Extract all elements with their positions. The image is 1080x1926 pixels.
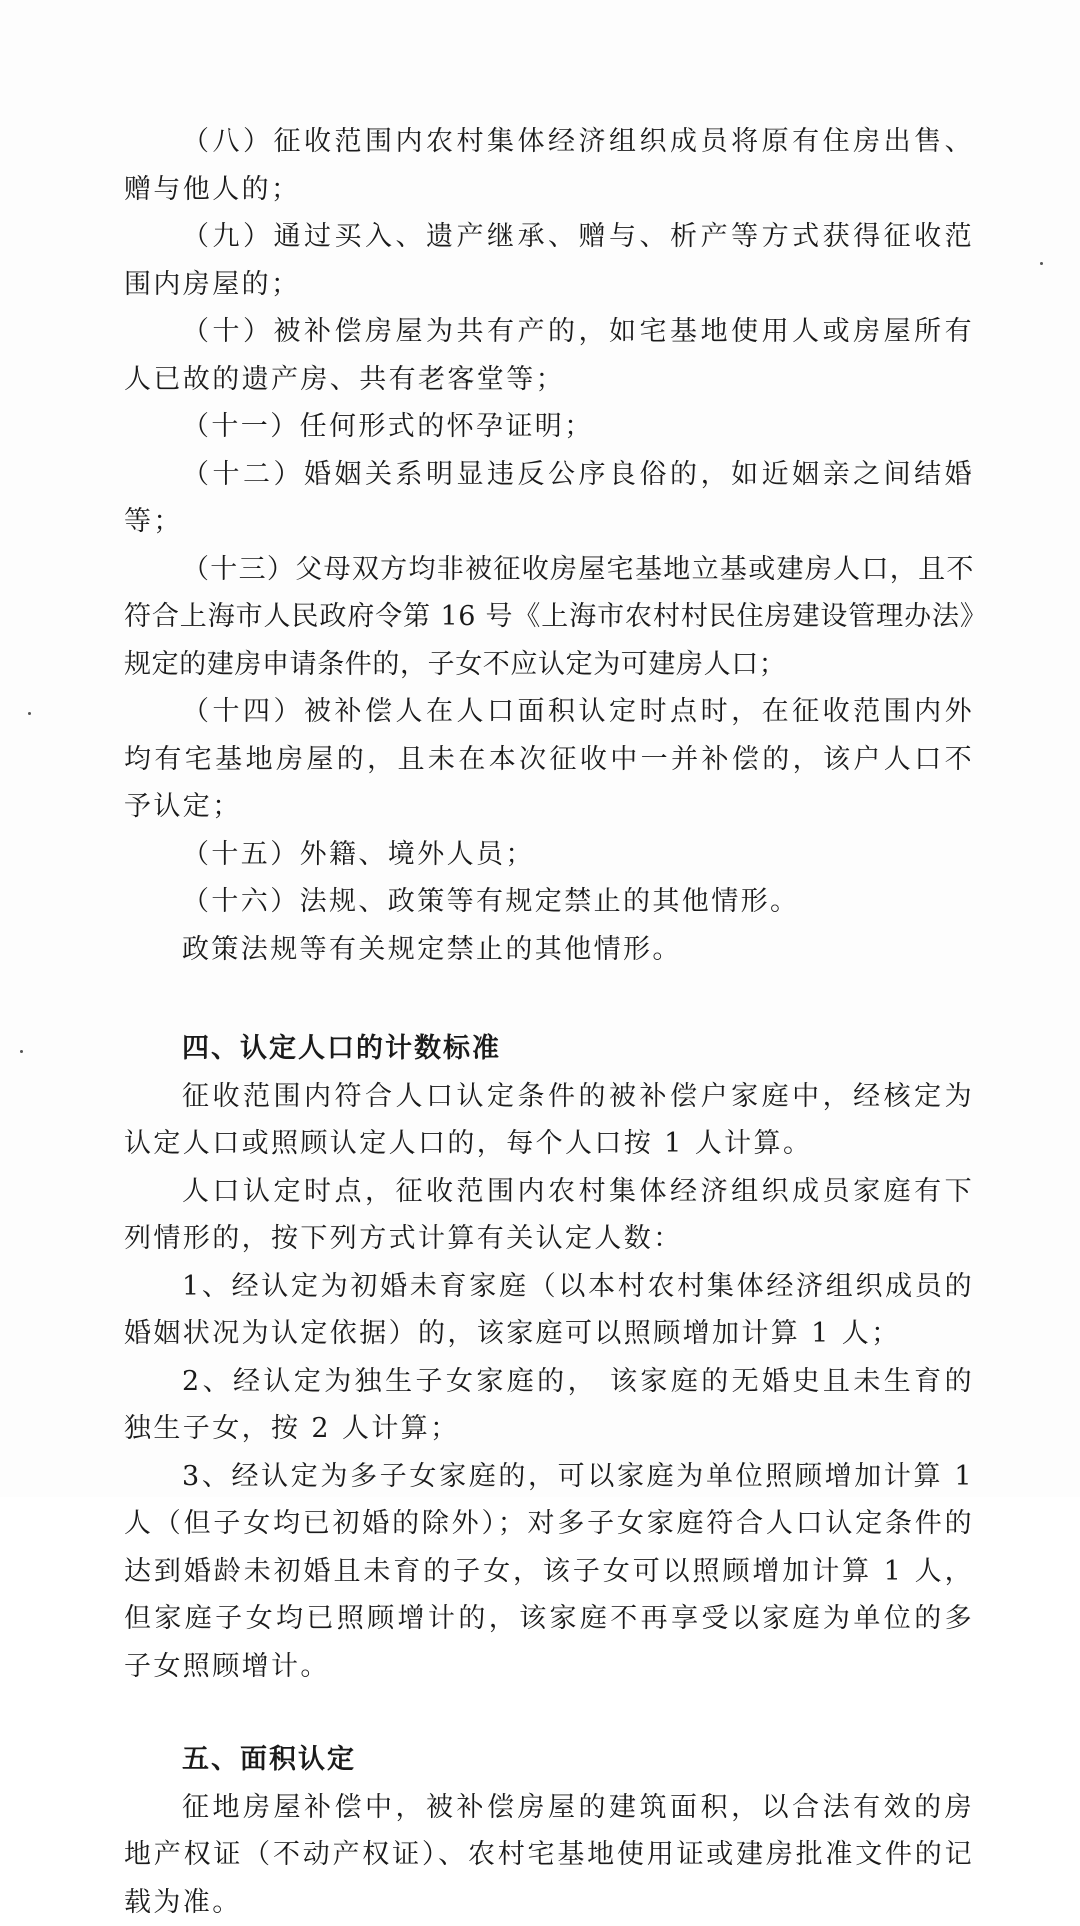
body-paragraph: 征地房屋补偿中，被补偿房屋的建筑面积，以合法有效的房地产权证（不动产权证）、农村宅基地使用证或建房批准文件的记载为准。 [124, 1784, 974, 1926]
section-heading: 五、面积认定 [124, 1736, 974, 1784]
list-item: （十四）被补偿人在人口面积认定时点时，在征收范围内外均有宅基地房屋的，且未在本次征收中一并补偿的，该户人口不予认定； [124, 688, 974, 831]
spacer [124, 1690, 974, 1736]
list-item: （八）征收范围内农村集体经济组织成员将原有住房出售、赠与他人的； [124, 118, 974, 213]
list-item: （十三）父母双方均非被征收房屋宅基地立基或建房人口，且不符合上海市人民政府令第 16 号《上海市农村村民住房建设管理办法》规定的建房申请条件的，子女不应认定为可建房人口； [124, 546, 974, 689]
body-paragraph: 征收范围内符合人口认定条件的被补偿户家庭中，经核定为认定人口或照顾认定人口的，每个人口按 1 人计算。 [124, 1073, 974, 1168]
scan-speck [1040, 262, 1043, 265]
body-paragraph: 2、经认定为独生子女家庭的， 该家庭的无婚史且未生育的独生子女，按 2 人计算； [124, 1358, 974, 1453]
list-item: （十一）任何形式的怀孕证明； [124, 403, 974, 451]
section-heading: 四、认定人口的计数标准 [124, 1025, 974, 1073]
list-item: （十六）法规、政策等有规定禁止的其他情形。 [124, 878, 974, 926]
list-item: （九）通过买入、遗产继承、赠与、析产等方式获得征收范围内房屋的； [124, 213, 974, 308]
closing-paragraph: 政策法规等有关规定禁止的其他情形。 [124, 926, 974, 974]
body-paragraph: 人口认定时点，征收范围内农村集体经济组织成员家庭有下列情形的，按下列方式计算有关认定人数： [124, 1168, 974, 1263]
scan-speck [20, 1050, 23, 1053]
body-paragraph: 3、经认定为多子女家庭的，可以家庭为单位照顾增加计算 1 人（但子女均已初婚的除外）；对多子女家庭符合人口认定条件的达到婚龄未初婚且未育的子女，该子女可以照顾增加计算 1 人，但家庭子女均已照顾增计的，该家庭不再享受以家庭为单位的多子女照顾增计。 [124, 1453, 974, 1691]
list-item: （十五）外籍、境外人员； [124, 831, 974, 879]
body-paragraph: 1、经认定为初婚未育家庭（以本村农村集体经济组织成员的婚姻状况为认定依据）的，该家庭可以照顾增加计算 1 人； [124, 1263, 974, 1358]
list-item: （十二）婚姻关系明显违反公序良俗的，如近姻亲之间结婚等； [124, 451, 974, 546]
scan-speck [28, 712, 31, 715]
document-body [124, 118, 974, 1926]
list-item: （十）被补偿房屋为共有产的，如宅基地使用人或房屋所有人已故的遗产房、共有老客堂等； [124, 308, 974, 403]
spacer [124, 973, 974, 1025]
